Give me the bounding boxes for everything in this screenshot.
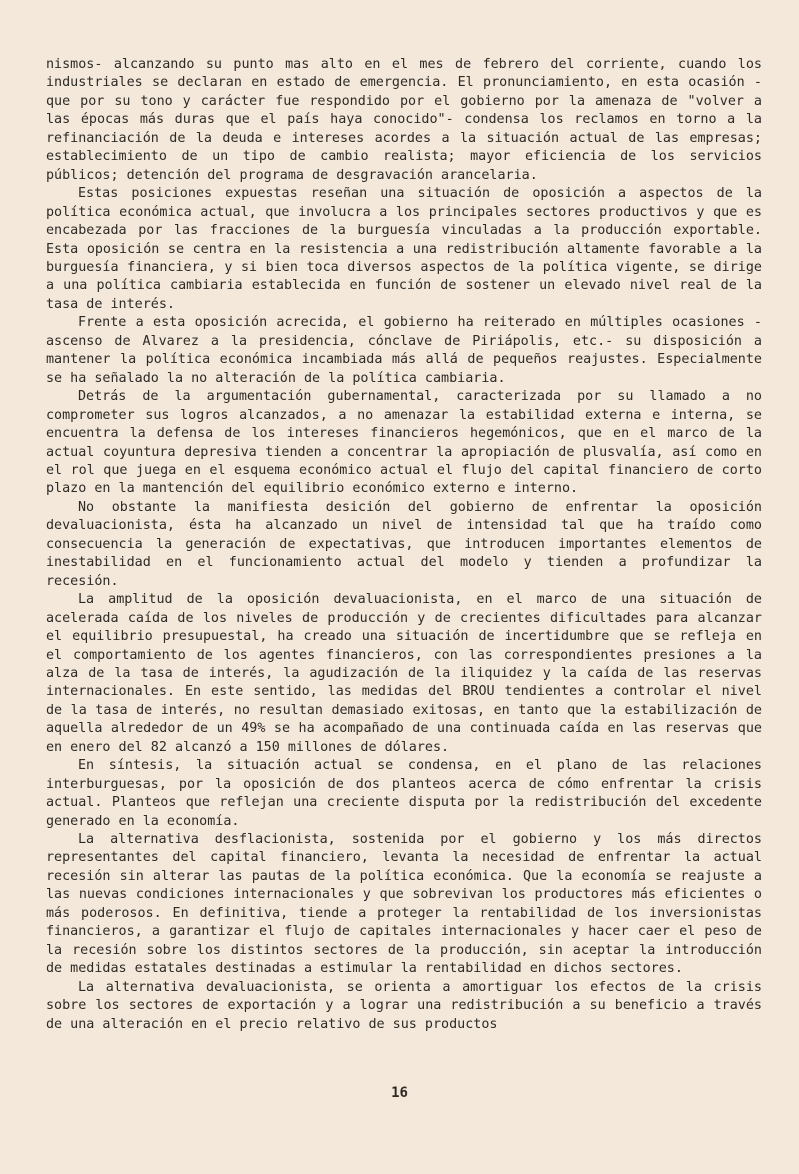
paragraph-5: No obstante la manifiesta desición del gobierno de enfrentar la oposición devaluacionista, ésta ha alcanzado un nivel de intensidad tal que ha traído como consecuencia la generación de expectativas, que introducen importantes elementos de inestabilidad en el funcionamiento actual del modelo y tienden a profundizar la recesión. <box>46 499 762 589</box>
paragraph-8: La alternativa desflacionista, sostenida por el gobierno y los más directos representantes del capital financiero, levanta la necesidad de enfrentar la actual recesión sin alterar las pautas de la política económica. Que la economía se reajuste a las nuevas condiciones internacionales y que sobrevivan los productores más eficientes o más poderosos. En definitiva, tiende a proteger la rentabilidad de los inversionistas financieros, a garantizar el flujo de capitales internacionales y hacer caer el peso de la recesión sobre los distintos sectores de la producción, sin aceptar la introducción de medidas estatales destinadas a estimular la rentabilidad en dichos sectores. <box>46 832 762 977</box>
paragraph-2: Estas posiciones expuestas reseñan una situación de oposición a aspectos de la política económica actual, que involucra a los principales sectores productivos y que es encabezada por las fracciones de la burguesía vinculadas a la producción exportable. Esta oposición se centra en la resistencia a una redistribución altamente favorable a la burguesía financiera, y si bien toca diversos aspectos de la política vigente, se dirige a una política cambiaria establecida en función de sostener un elevado nivel real de la tasa de interés. <box>46 186 762 312</box>
page-number: 16 <box>391 1085 408 1101</box>
paragraph-7: En síntesis, la situación actual se condensa, en el plano de las relaciones interburguesas, por la oposición de dos planteos acerca de cómo enfrentar la crisis actual. Planteos que reflejan una creciente disputa por la redistribución del excedente generado en la economía. <box>46 758 762 829</box>
paragraph-3: Frente a esta oposición acrecida, el gobierno ha reiterado en múltiples ocasiones -ascenso de Alvarez a la presidencia, cónclave de Piriápolis, etc.- su disposición a mantener la política económica incambiada más allá de pequeños reajustes. Especialmente se ha señalado la no alteración de la política cambiaria. <box>46 315 762 386</box>
body-text <box>46 56 762 1034</box>
paragraph-6: La amplitud de la oposición devaluacionista, en el marco de una situación de acelerada caída de los niveles de producción y de crecientes dificultades para alcanzar el equilibrio presupuestal, ha creado una situación de incertidumbre que se refleja en el comportamiento de los agentes financieros, con las correspondientes presiones a la alza de la tasa de interés, la agudización de la iliquidez y la caída de las reservas internacionales. En este sentido, las medidas del BROU tendientes a controlar el nivel de la tasa de interés, no resultan demasiado exitosas, en tanto que la estabilización de aquella alrededor de un 49% se ha acompañado de una continuada caída en las reservas que en enero del 82 alcanzó a 150 millones de dólares. <box>46 592 762 755</box>
paragraph-1: nismos- alcanzando su punto mas alto en el mes de febrero del corriente, cuando los industriales se declaran en estado de emergencia. El pronunciamiento, en esta ocasión -que por su tono y carácter fue respondido por el gobierno por la amenaza de "volver a las épocas más duras que el país haya conocido"- condensa los reclamos en torno a la refinanciación de la deuda e intereses acordes a la situación actual de las empresas; establecimiento de un tipo de cambio realista; mayor eficiencia de los servicios públicos; detención del programa de desgravación arancelaria. <box>46 57 762 183</box>
paragraph-4: Detrás de la argumentación gubernamental, caracterizada por su llamado a no comprometer sus logros alcanzados, a no amenazar la estabilidad externa e interna, se encuentra la defensa de los intereses financieros hegemónicos, que en el marco de la actual coyuntura depresiva tienden a concentrar la apropiación de plusvalía, así como en el rol que juega en el esquema económico actual el flujo del capital financiero de corto plazo en la mantención del equilibrio económico externo e interno. <box>46 389 762 497</box>
paragraph-9: La alternativa devaluacionista, se orienta a amortiguar los efectos de la crisis sobre los sectores de exportación y a lograr una redistribución a su beneficio a través de una alteración en el precio relativo de sus productos <box>46 979 762 1032</box>
